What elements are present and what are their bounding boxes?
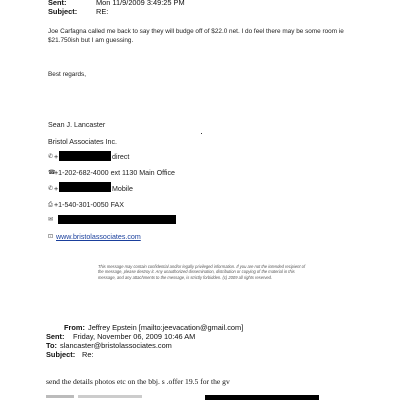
web-icon: ⊡ bbox=[48, 233, 54, 240]
forwarded-body: send the details photos etc on the bbj. s .offer 19.5 for the gv bbox=[46, 377, 230, 386]
to-value: slancaster@bristolassociates.com bbox=[60, 341, 172, 350]
redaction-box bbox=[58, 215, 176, 224]
reply-line-2: $21.750ish but I am guessing. bbox=[48, 37, 134, 44]
signature-company: Bristol Associates Inc. bbox=[48, 138, 117, 146]
mobile-label: Mobile bbox=[112, 185, 133, 193]
to-label: To: bbox=[46, 341, 57, 350]
website-link[interactable]: www.bristolassociates.com bbox=[56, 233, 141, 241]
closing-line: Best regards, bbox=[48, 71, 87, 78]
fwd-subject-value: Re: bbox=[82, 350, 94, 359]
fwd-subject-label: Subject: bbox=[46, 350, 76, 359]
from-value: Jeffrey Epstein [mailto:jeevacation@gmail.com] bbox=[88, 323, 244, 332]
direct-label: direct bbox=[112, 153, 130, 161]
subject-label: Subject: bbox=[48, 7, 78, 16]
redaction-box bbox=[59, 151, 111, 161]
stray-mark bbox=[201, 133, 202, 134]
mobile-phone-icon: ✆ bbox=[48, 185, 54, 192]
sent-label: Sent: bbox=[48, 0, 67, 7]
telephone-icon: ☎ bbox=[48, 169, 56, 176]
cut-off-text bbox=[78, 395, 142, 398]
legal-disclaimer: This message may contain confidential and/or legally privileged information. If you are not the intended recipient of the message, please destroy it. Any unauthorized dissemination, distribution or copying of the material in this message, and any attachments to the message, is strictly forbidden. (c) 2009 all rights reserved. bbox=[98, 264, 306, 280]
subject-value: RE: bbox=[96, 7, 109, 16]
fwd-sent-value: Friday, November 06, 2009 10:46 AM bbox=[73, 332, 196, 341]
main-office-phone: +1-202-682-4000 ext 1130 Main Office bbox=[54, 169, 176, 177]
redaction-box bbox=[205, 395, 319, 400]
fax-number: +1-540-301-0050 FAX bbox=[54, 201, 125, 209]
signature-name: Sean J. Lancaster bbox=[48, 121, 106, 129]
envelope-icon: ✉ bbox=[48, 216, 54, 223]
mobile-prefix: + bbox=[54, 185, 59, 193]
mobile-phone-icon: ✆ bbox=[48, 153, 54, 160]
fwd-sent-label: Sent: bbox=[46, 332, 65, 341]
from-label: From: bbox=[64, 323, 85, 332]
redaction-box bbox=[59, 182, 111, 192]
direct-prefix: + bbox=[54, 153, 59, 161]
fax-icon: ⎙ bbox=[48, 201, 53, 208]
cut-off-text bbox=[46, 395, 74, 398]
sent-value: Mon 11/9/2009 3:49:25 PM bbox=[96, 0, 185, 7]
reply-line-1: Joe Carfagna called me back to say they will budge off of $22.0 net. I do feel there may be some room ie bbox=[48, 28, 344, 35]
